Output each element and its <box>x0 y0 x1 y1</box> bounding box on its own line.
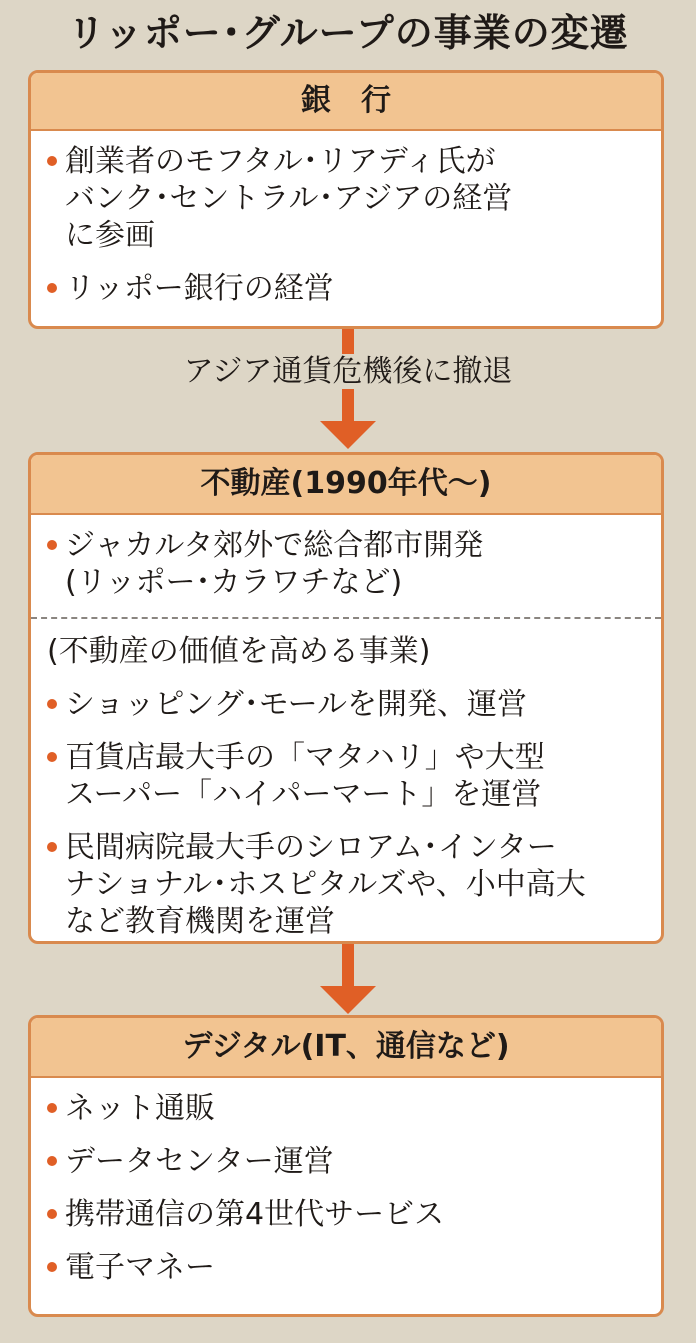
list-item <box>47 143 647 254</box>
item-line: ショッピング･モールを開発、運営 <box>65 687 527 722</box>
page-title: リッポー･グループの事業の変遷 <box>67 11 629 55</box>
item-line: リッポー銀行の経営 <box>65 271 334 306</box>
item-line: 創業者のモフタル･リアディ氏が <box>65 144 496 179</box>
stage-digital <box>28 1015 664 1317</box>
item-line: ジャカルタ郊外で総合都市開発 <box>65 528 484 563</box>
arrow-down-icon <box>328 944 368 1014</box>
stage-body-digital <box>31 1078 661 1286</box>
list-item <box>47 1090 647 1127</box>
stage-body-real-estate <box>31 515 661 940</box>
bullet-icon <box>47 1156 57 1166</box>
list-item <box>47 270 647 307</box>
item-line: 百貨店最大手の「マタハリ」や大型 <box>65 740 545 775</box>
bullet-icon <box>47 540 57 550</box>
list-item <box>47 1143 647 1180</box>
dashed-divider <box>31 617 661 619</box>
stage-banking <box>28 70 664 329</box>
item-line: に参画 <box>65 218 155 253</box>
stage-header-banking: 銀 行 <box>31 73 661 131</box>
bullet-icon <box>47 283 57 293</box>
item-line: 携帯通信の第4世代サービス <box>65 1197 445 1232</box>
item-line: スーパー「ハイパーマート」を運営 <box>65 777 542 812</box>
item-line: など教育機関を運営 <box>65 904 335 939</box>
list-item <box>47 1196 647 1233</box>
stage-body-banking <box>31 131 661 307</box>
list-item <box>47 527 647 601</box>
list-item <box>47 739 647 813</box>
bullet-icon <box>47 842 57 852</box>
item-line: 民間病院最大手のシロアム･インター <box>65 830 557 865</box>
bullet-icon <box>47 156 57 166</box>
bullet-icon <box>47 1103 57 1113</box>
bullet-icon <box>47 699 57 709</box>
item-line: データセンター運営 <box>65 1144 334 1179</box>
bullet-icon <box>47 752 57 762</box>
item-line: バンク･セントラル･アジアの経営 <box>65 181 513 216</box>
bullet-icon <box>47 1262 57 1272</box>
stage-header-real-estate: 不動産(1990年代～) <box>31 455 661 515</box>
item-line: 電子マネー <box>65 1250 215 1285</box>
list-item <box>47 1249 647 1286</box>
item-line: ネット通販 <box>65 1091 215 1126</box>
stage-header-digital: デジタル(IT、通信など) <box>31 1018 661 1078</box>
stage-real-estate <box>28 452 664 944</box>
section-note: (不動産の価値を高める事業) <box>47 634 431 669</box>
item-line: (リッポー･カラワチなど) <box>65 565 403 600</box>
bullet-icon <box>47 1209 57 1219</box>
list-item <box>47 829 647 940</box>
transition-label-text: アジア通貨危機後に撤退 <box>174 354 523 389</box>
list-item <box>47 686 647 723</box>
transition-label <box>0 352 696 392</box>
item-line: ナショナル･ホスピタルズや、小中高大 <box>65 867 586 902</box>
